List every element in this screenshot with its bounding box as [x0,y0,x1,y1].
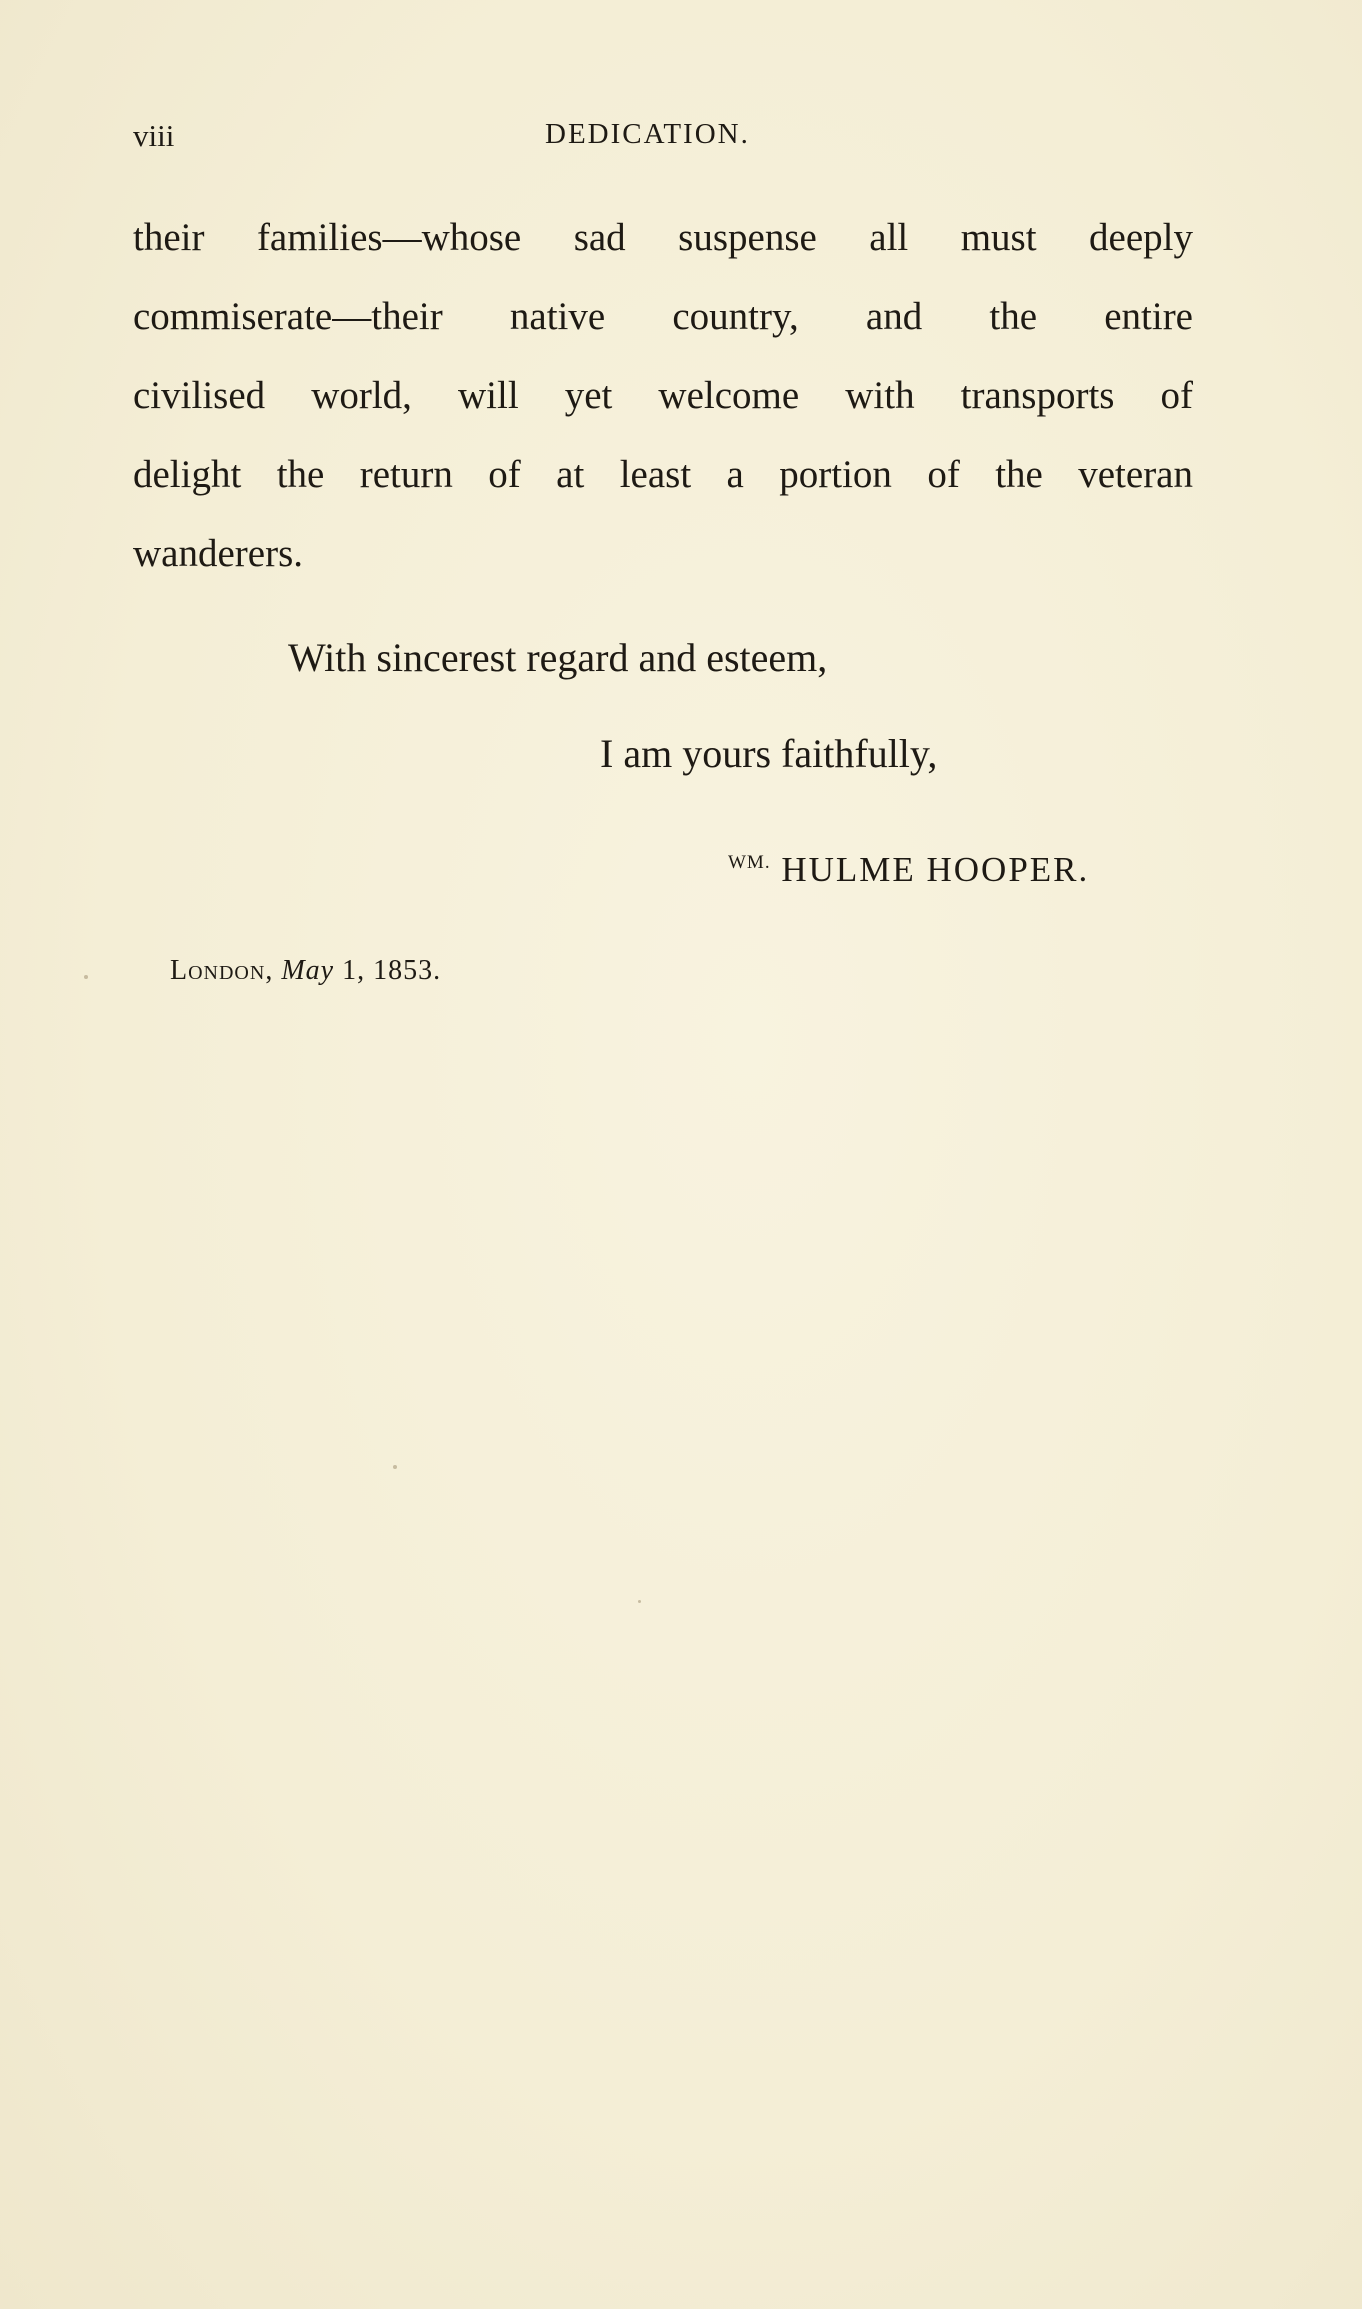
page-number: viii [133,118,175,153]
signature-name: HULME HOOPER. [781,850,1090,889]
dateline-date: 1, 1853. [342,955,442,986]
closing-signoff: I am yours faithfully, [600,731,938,776]
paragraph-line: commiserate—their native country, and the entire [133,295,1193,338]
paper-speck [84,975,88,979]
paper-speck [393,1465,397,1469]
signature [728,850,1089,890]
running-head: DEDICATION. [545,118,750,150]
dedication-paragraph [133,198,1193,593]
paragraph-line: their families—whose sad suspense all must deeply [133,216,1193,259]
closing-regard: With sincerest regard and esteem, [288,635,828,680]
dateline [170,955,441,987]
signature-prefix: WM. [728,852,771,873]
paper-speck [638,1600,641,1603]
dateline-place: London, [170,955,274,986]
paragraph-line: delight the return of at least a portion of the veteran [133,453,1193,496]
paragraph-line: civilised world, will yet welcome with transports of [133,374,1193,417]
paragraph-line: wanderers. [133,532,303,575]
dateline-month: May [281,955,335,986]
